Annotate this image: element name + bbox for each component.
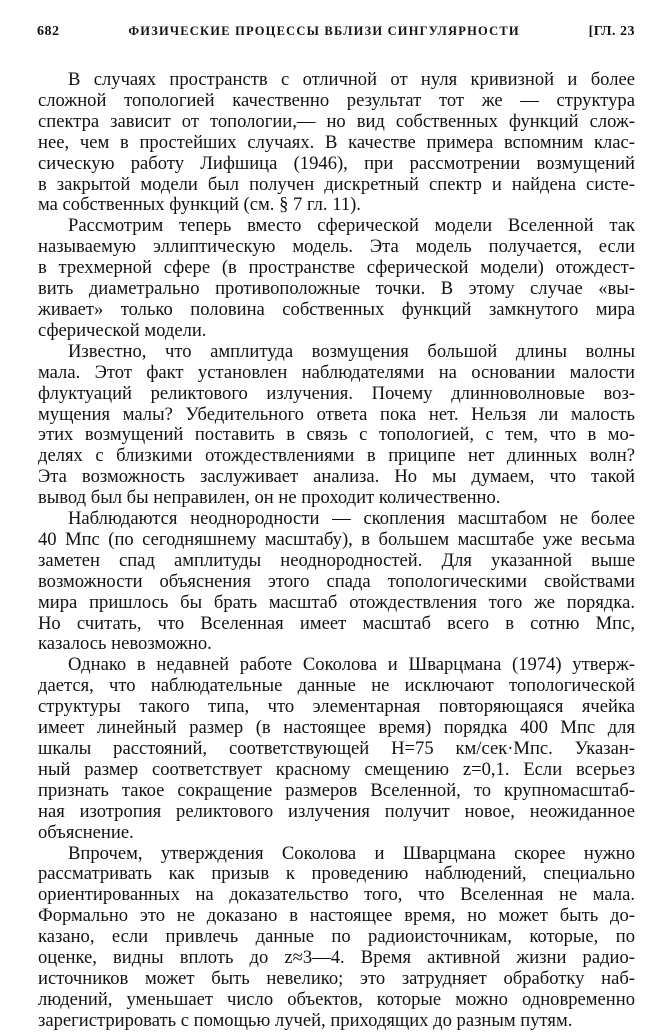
paragraph	[38, 509, 635, 655]
text-line: дается, что наблюдательные данные не исключают топологической	[38, 675, 635, 697]
text-line: 40 Мпс (по сегодняшнему масштабу), в большем масштабе уже весьма	[38, 528, 635, 550]
text-line: источников может быть невелико; это затрудняет обработку наб-	[38, 967, 635, 989]
text-line: заметен спад амплитуды неоднородностей. Для указанной выше	[38, 549, 635, 571]
text-line: Впрочем, утверждения Соколова и Шварцмана скорее нужно	[68, 842, 635, 864]
text-line: ный размер соответствует красному смещению z=0,1. Если всерьез	[38, 758, 635, 780]
text-line: живает» только половина собственных функций замкнутого мира	[38, 298, 635, 320]
text-line: В случаях пространств с отличной от нуля кривизной и более	[68, 69, 635, 90]
text-line: признать такое сокращение размеров Вселенной, то крупномасштаб-	[38, 779, 635, 801]
text-line: структуры такого типа, что элементарная повторяющаяся ячейка	[38, 696, 635, 718]
paragraph	[38, 70, 635, 216]
running-title: ФИЗИЧЕСКИЕ ПРОЦЕССЫ ВБЛИЗИ СИНГУЛЯРНОСТИ	[128, 24, 520, 38]
chapter-label: [ГЛ. 23	[588, 24, 635, 39]
text-line: рассматривать как призыв к проведению наблюдений, специально	[38, 863, 635, 885]
text-line: казано, если привлечь данные по радиоисточникам, которые, по	[38, 926, 635, 948]
paragraph	[38, 216, 635, 341]
text-line: людений, уменьшает число объектов, которые можно одновременно	[38, 988, 635, 1010]
text-line: Эта возможность заслуживает анализа. Но мы думаем, что такой	[38, 466, 635, 488]
text-line: в закрытой модели был получен дискретный спектр и найдена систе-	[38, 173, 635, 195]
text-line: в трехмерной сфере (в пространстве сферической модели) отождест-	[38, 257, 635, 279]
text-line: вывод был бы неправилен, он не проходит количественно.	[38, 487, 501, 509]
text-line: казалось невозможно.	[38, 633, 212, 655]
text-line: мала. Этот факт установлен наблюдателями на основании малости	[38, 361, 635, 383]
text-line: мира пришлось бы брать масштаб отождествления того же порядка.	[38, 591, 635, 613]
text-line: Наблюдаются неоднородности — скопления масштабом не более	[68, 508, 635, 530]
text-line: нее, чем в простейших случаях. В качестве примера вспомним клас-	[38, 131, 635, 153]
text-line: Однако в недавней работе Соколова и Шварцмана (1974) утверж-	[68, 654, 635, 676]
text-line: сферической модели.	[38, 319, 207, 341]
text-line: возможности объяснения этого спада топологическими свойствами	[38, 570, 635, 592]
text-line: шкалы расстояний, соответствующей H=75 км/сек·Мпс. Указан-	[38, 738, 635, 759]
text-line: ная изотропия реликтового излучения получит новое, неожиданное	[38, 800, 635, 822]
paragraph	[38, 844, 635, 1032]
text-line: вить диаметрально противоположные точки. В этому случае «вы-	[38, 278, 635, 300]
page-body	[38, 70, 635, 1032]
text-line: сическую работу Лифшица (1946), при рассмотрении возмущений	[38, 152, 635, 174]
text-line: делях с близкими отождествлениями в приципе нет длинных волн?	[38, 445, 635, 467]
text-line: спектра зависит от топологии,— но вид собственных функций слож-	[38, 110, 635, 132]
text-line: Но считать, что Вселенная имеет масштаб всего в сотню Мпс,	[38, 612, 635, 634]
text-line: оценке, видны вплоть до z≈3—4. Время активной жизни радио-	[38, 947, 635, 969]
text-line: Рассмотрим теперь вместо сферической модели Вселенной так	[68, 215, 635, 237]
text-line: мущения малы? Убедительного ответа пока нет. Нельзя ли малость	[38, 403, 635, 425]
page-number: 682	[37, 24, 60, 39]
text-line: называемую эллиптическую модель. Эта модель получается, если	[38, 236, 635, 258]
text-line: ма собственных функций (см. § 7 гл. 11).	[38, 194, 361, 216]
text-line: этих возмущений поставить в связь с топологией, с тем, что в мо-	[38, 424, 635, 446]
paragraph	[38, 342, 635, 509]
text-line: ориентированных на доказательство того, что Вселенная не мала.	[38, 884, 635, 906]
text-line: зарегистрировать с помощью лучей, приходящих до разным путям.	[38, 1009, 573, 1031]
text-line: сложной топологией качественно результат тот же — структура	[38, 89, 635, 111]
text-line: Известно, что амплитуда возмущения большой длины волны	[68, 340, 635, 362]
text-line: имеет линейный размер (в настоящее время) порядка 400 Мпс для	[38, 717, 635, 739]
text-line: Формально это не доказано в настоящее время, но может быть до-	[38, 905, 635, 927]
text-line: флуктуаций реликтового излучения. Почему длинноволновые воз-	[38, 382, 635, 404]
text-line: объяснение.	[38, 821, 134, 843]
running-header	[37, 24, 635, 46]
paragraph	[38, 655, 635, 843]
